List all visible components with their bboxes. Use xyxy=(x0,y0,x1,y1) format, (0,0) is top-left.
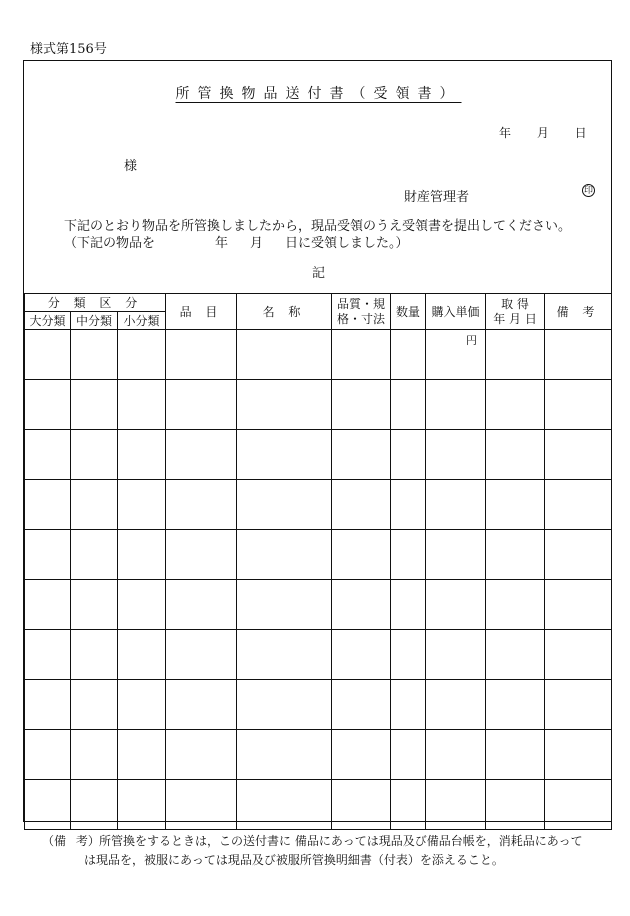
ki-mark: 記 xyxy=(312,266,326,281)
item-table xyxy=(24,293,612,830)
table-cell xyxy=(71,630,118,680)
table-cell xyxy=(237,430,332,480)
remarks-header: 備 考 xyxy=(545,294,612,330)
table-row xyxy=(25,630,612,680)
table-row xyxy=(25,730,612,780)
table-cell xyxy=(332,480,391,530)
table-cell xyxy=(486,680,545,730)
table-cell xyxy=(237,630,332,680)
table-cell xyxy=(166,330,237,380)
table-cell xyxy=(391,680,426,730)
table-cell xyxy=(25,380,71,430)
table-cell xyxy=(545,630,612,680)
table-cell xyxy=(426,330,486,380)
body-text: 下記のとおり物品を所管換しましたから，現品受領のうえ受領書を提出してください。 xyxy=(64,219,572,234)
table-cell xyxy=(118,680,166,730)
table-cell xyxy=(25,730,71,780)
middle-category-header: 中分類 xyxy=(71,312,118,330)
table-cell xyxy=(25,580,71,630)
table-cell xyxy=(25,630,71,680)
table-cell xyxy=(118,780,166,830)
table-cell xyxy=(426,430,486,480)
table-row xyxy=(25,780,612,830)
table-cell xyxy=(486,480,545,530)
table-cell xyxy=(166,480,237,530)
table-cell xyxy=(25,530,71,580)
form-title xyxy=(24,83,613,103)
receipt-note xyxy=(64,232,409,251)
table-cell xyxy=(545,680,612,730)
table-cell xyxy=(166,630,237,680)
table-cell xyxy=(545,380,612,430)
table-cell xyxy=(332,580,391,630)
table-cell xyxy=(118,480,166,530)
table-cell xyxy=(332,730,391,780)
table-row xyxy=(25,380,612,430)
receipt-note-open: （下記の物品を xyxy=(64,236,156,251)
table-cell xyxy=(332,630,391,680)
hinmoku-header: 品 目 xyxy=(166,294,237,330)
table-cell xyxy=(25,680,71,730)
table-cell xyxy=(426,730,486,780)
major-category-header: 大分類 xyxy=(25,312,71,330)
table-cell xyxy=(25,330,71,380)
table-cell xyxy=(545,730,612,780)
table-cell xyxy=(426,780,486,830)
table-cell xyxy=(237,330,332,380)
acquired-date-header xyxy=(486,294,545,330)
table-cell xyxy=(426,580,486,630)
table-cell xyxy=(545,530,612,580)
yen-unit: 円 xyxy=(466,334,478,347)
form-title-text: 所管換物品送付書（受領書） xyxy=(175,86,462,102)
table-cell xyxy=(545,480,612,530)
seal-mark: 印 xyxy=(583,186,593,196)
table-cell xyxy=(71,730,118,780)
table-cell xyxy=(118,730,166,780)
table-cell xyxy=(486,330,545,380)
table-cell xyxy=(71,480,118,530)
form-number: 様式第156号 xyxy=(30,42,107,57)
table-cell xyxy=(545,330,612,380)
table-cell xyxy=(166,730,237,780)
table-row xyxy=(25,480,612,530)
table-cell xyxy=(486,430,545,480)
table-cell xyxy=(237,480,332,530)
table-cell xyxy=(71,680,118,730)
table-cell xyxy=(166,380,237,430)
table-row xyxy=(25,530,612,580)
table-cell xyxy=(426,530,486,580)
spec-header-line2: 格・寸法 xyxy=(337,311,386,326)
table-cell xyxy=(25,430,71,480)
table-cell xyxy=(426,480,486,530)
quantity-header: 数量 xyxy=(391,294,426,330)
table-cell xyxy=(71,780,118,830)
table-cell xyxy=(545,780,612,830)
table-cell xyxy=(426,680,486,730)
table-row xyxy=(25,680,612,730)
table-cell xyxy=(71,430,118,480)
table-cell xyxy=(166,580,237,630)
table-cell xyxy=(166,530,237,580)
minor-category-header: 小分類 xyxy=(118,312,166,330)
receipt-note-day: 日に受領しました。） xyxy=(285,236,409,251)
category-group-header: 分 類 区 分 xyxy=(25,294,166,312)
table-cell xyxy=(426,380,486,430)
table-cell xyxy=(166,680,237,730)
table-cell xyxy=(237,530,332,580)
table-cell xyxy=(391,480,426,530)
date-line: 年 月 日 xyxy=(499,126,587,140)
table-cell xyxy=(391,430,426,480)
table-cell xyxy=(237,680,332,730)
table-cell xyxy=(71,330,118,380)
table-cell xyxy=(237,580,332,630)
table-cell xyxy=(71,580,118,630)
table-cell xyxy=(545,580,612,630)
table-cell xyxy=(332,680,391,730)
spec-header xyxy=(332,294,391,330)
table-row xyxy=(25,430,612,480)
table-cell xyxy=(25,480,71,530)
table-cell xyxy=(391,530,426,580)
table-cell xyxy=(391,630,426,680)
table-cell xyxy=(486,580,545,630)
table-cell xyxy=(332,530,391,580)
table-cell xyxy=(118,580,166,630)
receipt-note-month: 月 xyxy=(250,236,264,251)
table-cell xyxy=(118,330,166,380)
table-cell xyxy=(71,380,118,430)
acquired-header-line1: 取 得 xyxy=(501,296,529,311)
spec-header-line1: 品質・規 xyxy=(337,296,386,311)
meisho-header: 名 称 xyxy=(237,294,332,330)
table-cell xyxy=(486,380,545,430)
table-cell xyxy=(118,430,166,480)
form-frame xyxy=(23,60,612,822)
remarks-line-2: は現品を，被服にあっては現品及び被服所管換明細書（付表）を添えること。 xyxy=(84,853,504,867)
remarks-label: （備 考） xyxy=(42,834,100,848)
table-cell xyxy=(118,530,166,580)
table-cell xyxy=(391,330,426,380)
table-cell xyxy=(332,330,391,380)
table-cell xyxy=(486,780,545,830)
table-cell xyxy=(118,630,166,680)
acquired-header-line2: 年 月 日 xyxy=(493,311,537,326)
table-cell xyxy=(486,630,545,680)
table-cell xyxy=(332,430,391,480)
table-cell xyxy=(391,730,426,780)
table-cell xyxy=(118,380,166,430)
table-cell xyxy=(332,780,391,830)
table-row xyxy=(25,580,612,630)
table-cell xyxy=(391,580,426,630)
table-cell xyxy=(166,780,237,830)
table-cell xyxy=(237,730,332,780)
property-manager-label: 財産管理者 xyxy=(404,190,470,205)
table-cell xyxy=(332,380,391,430)
table-cell xyxy=(545,430,612,480)
table-cell xyxy=(391,780,426,830)
recipient-suffix: 様 xyxy=(124,159,138,174)
receipt-note-year: 年 xyxy=(215,236,229,251)
table-cell xyxy=(166,430,237,480)
table-row xyxy=(25,330,612,380)
table-cell xyxy=(391,380,426,430)
table-cell xyxy=(426,630,486,680)
table-cell xyxy=(25,780,71,830)
table-cell xyxy=(486,530,545,580)
table-cell xyxy=(71,530,118,580)
remarks-line-1: 所管換をするときは，この送付書に 備品にあっては現品及び備品台帳を，消耗品にあって xyxy=(99,834,583,848)
table-cell xyxy=(237,780,332,830)
table-cell xyxy=(486,730,545,780)
table-cell xyxy=(237,380,332,430)
unit-price-header: 購入単価 xyxy=(426,294,486,330)
